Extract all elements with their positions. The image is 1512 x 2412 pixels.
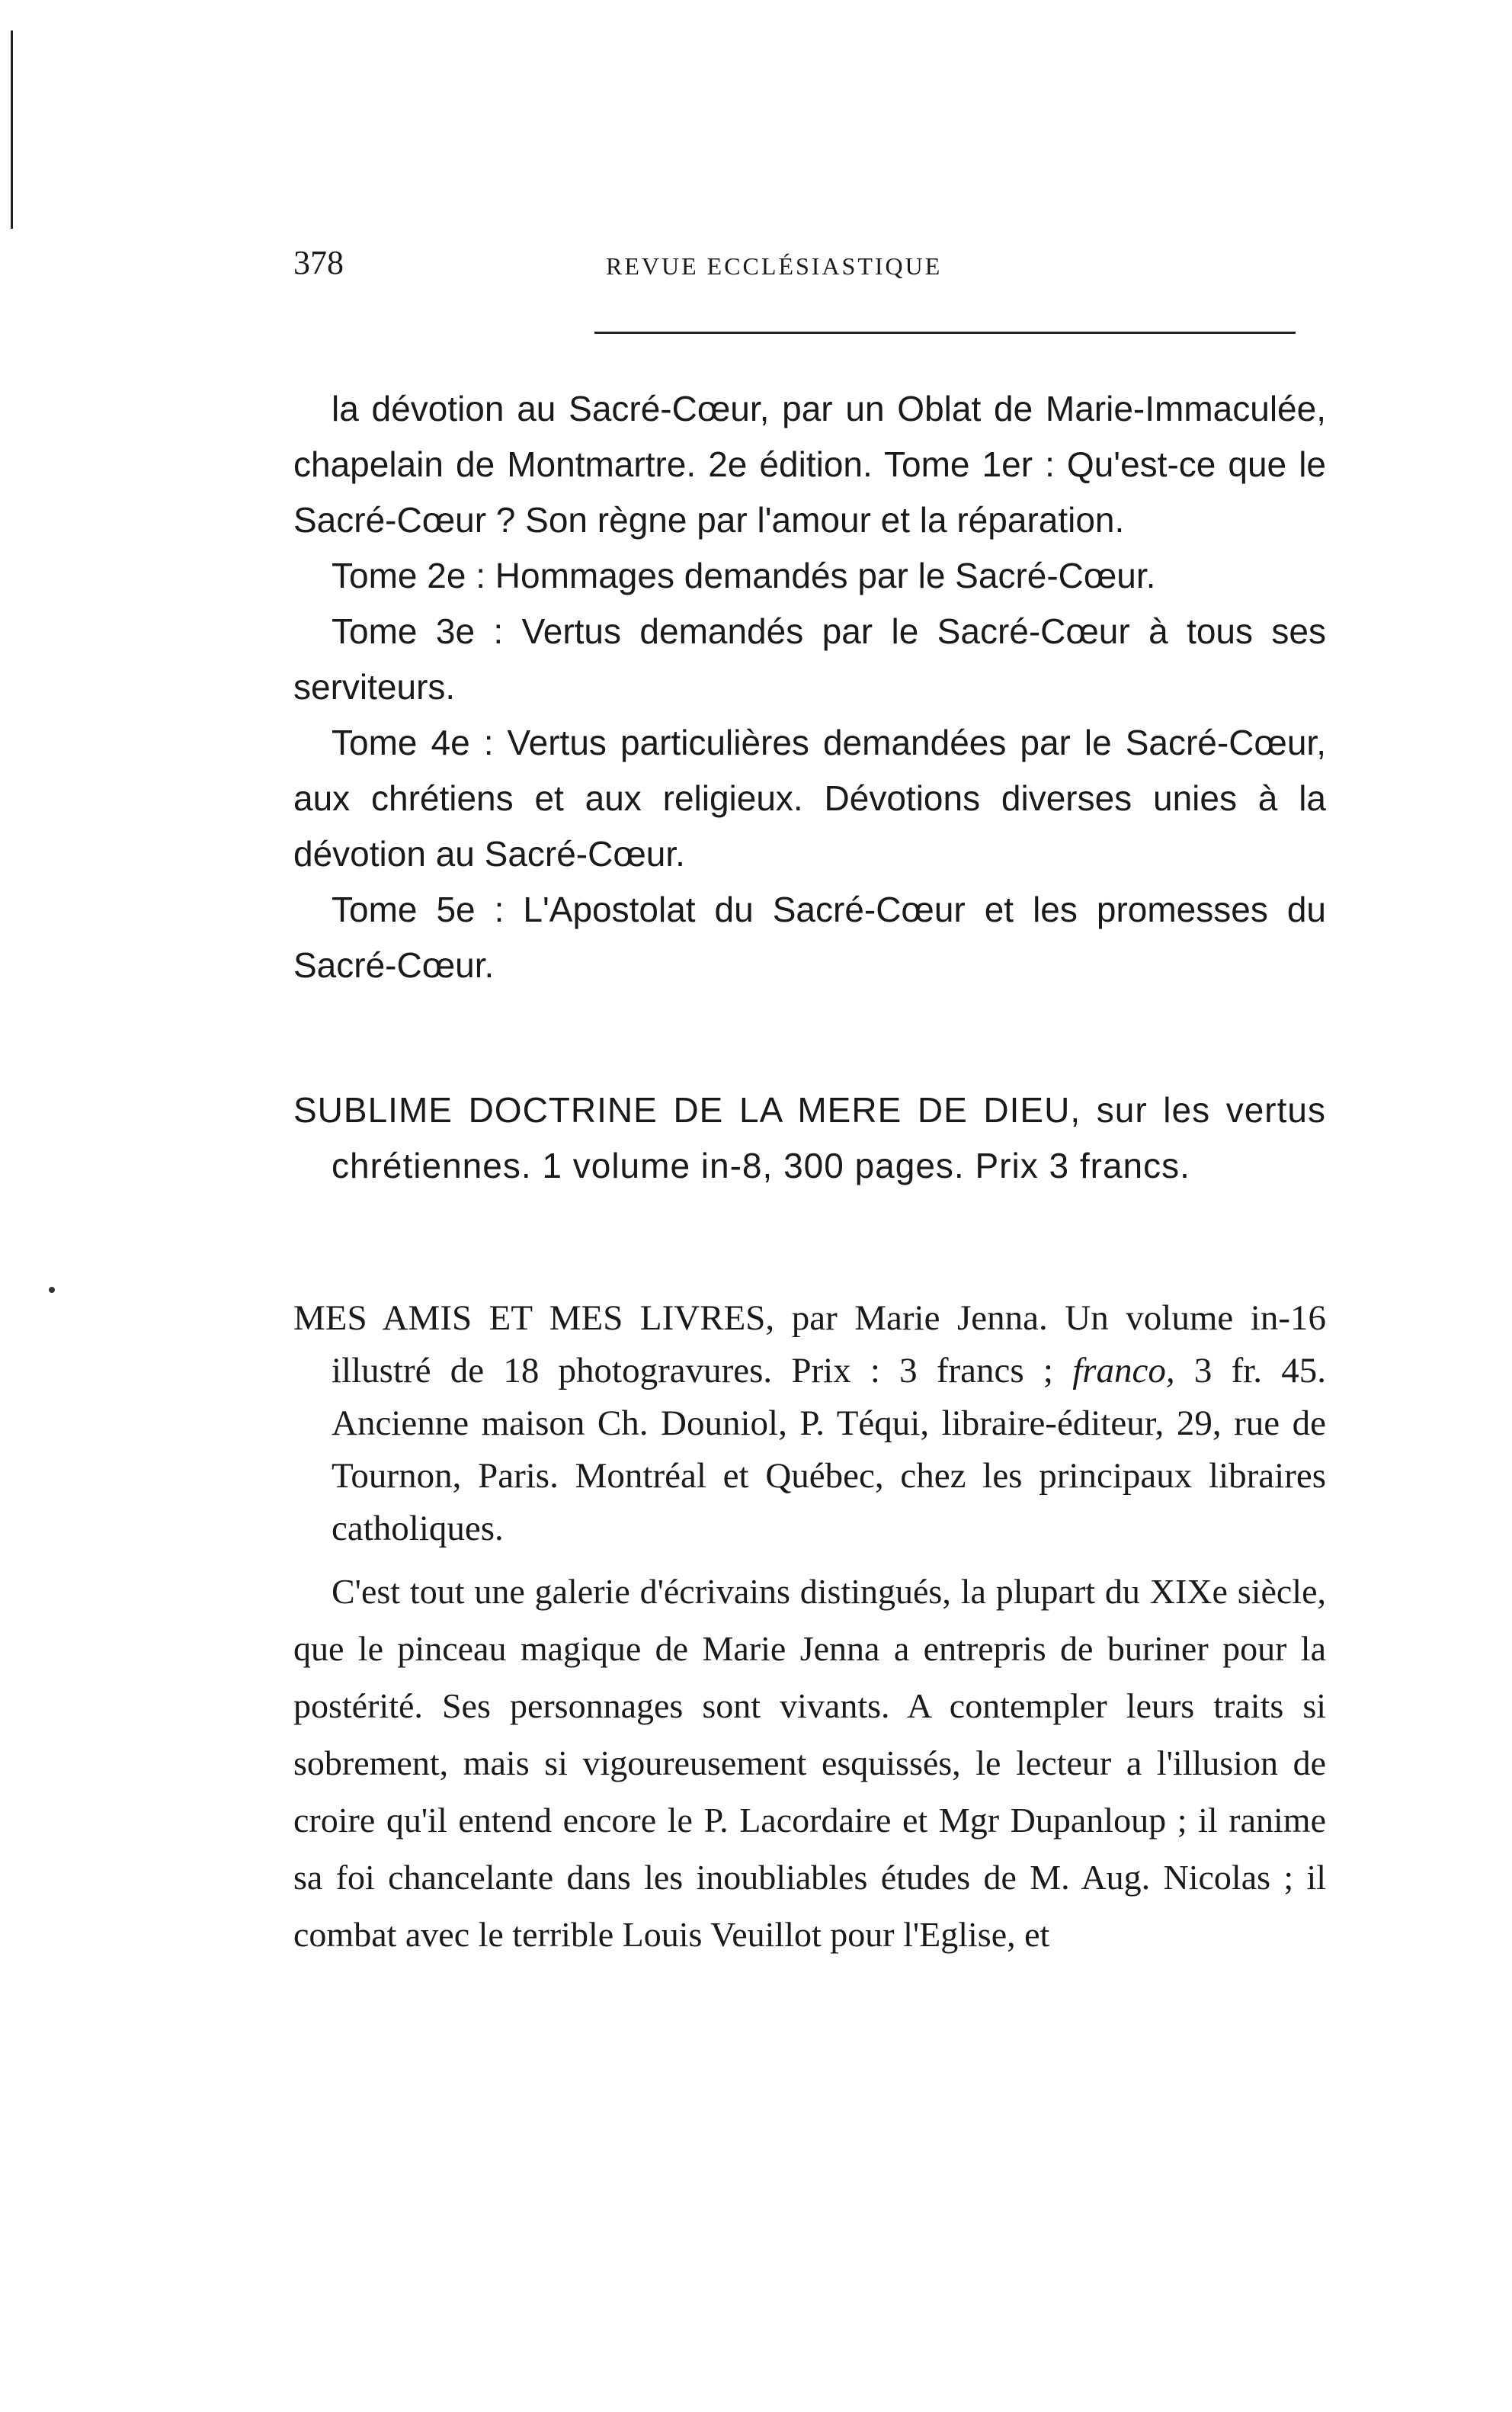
mes-amis-text: MES AMIS ET MES LIVRES, par Marie Jenna. Un volume in-16 illustré de 18 photogravures. Prix : 3 francs ; franco, 3 fr. 45. Ancienne maison Ch. Douniol, P. Téqui, libraire-éditeur, 29, rue de Tournon, Paris. Montréal et Québec, chez les principaux libraires catholiques. [293, 1298, 1327, 1548]
review-text: C'est tout une galerie d'écrivains distingués, la plupart du XIXe siècle, que le pinceau magique de Marie Jenna a entrepris de buriner pour la postérité. Ses personnages sont vivants. A contempler leurs traits si sobrement, mais si vigoureusement esquissés, le lecteur a l'illusion de croire qu'il entend encore le P. Lacordaire et Mgr Dupanloup ; il ranime sa foi chancelante dans les inoubliables études de M. Aug. Nicolas ; il combat avec le terrible Louis Veuillot pour l'Eglise, et [293, 1572, 1326, 1954]
mes-amis-entry [293, 1292, 1326, 1555]
franco-word: franco, [1072, 1351, 1175, 1390]
running-title: REVUE ECCLÉSIASTIQUE [606, 252, 943, 280]
tome-2: Tome 2e : Hommages demandés par le Sacré-Cœur. [332, 556, 1156, 595]
sublime-doctrine-text: SUBLIME DOCTRINE DE LA MERE DE DIEU, sur les vertus chrétiennes. 1 volume in-8, 300 pages. Prix 3 francs. [293, 1090, 1326, 1185]
entry-intro: la dévotion au Sacré-Cœur, par un Oblat de Marie-Immaculée, chapelain de Montmartre. 2e édition. Tome 1er : Qu'est-ce que le Sacré-Cœur ? Son règne par l'amour et la réparation. [293, 389, 1327, 540]
tome-3: Tome 3e : Vertus demandés par le Sacré-Cœur à tous ses serviteurs. [293, 611, 1326, 707]
margin-dot [49, 1287, 55, 1293]
tome-1: Tome 1er : Qu'est-ce que le Sacré-Cœur ? Son règne par l'amour et la réparation. [293, 444, 1327, 540]
header-rule [594, 332, 1296, 334]
sublime-doctrine-entry [293, 1083, 1326, 1194]
review-paragraph [293, 1563, 1326, 1963]
tome-4: Tome 4e : Vertus particulières demandées par le Sacré-Cœur, aux chrétiens et aux religieux. Dévotions diverses unies à la dévotion au Sacré-Cœur. [293, 723, 1326, 874]
scan-edge-line [11, 30, 13, 229]
tome-5: Tome 5e : L'Apostolat du Sacré-Cœur et les promesses du Sacré-Cœur. [293, 890, 1326, 985]
mes-amis-title: MES AMIS ET MES LIVRES, [293, 1298, 775, 1338]
page-number: 378 [293, 244, 344, 281]
sacre-coeur-entry [293, 381, 1326, 993]
page-header [293, 240, 1326, 286]
